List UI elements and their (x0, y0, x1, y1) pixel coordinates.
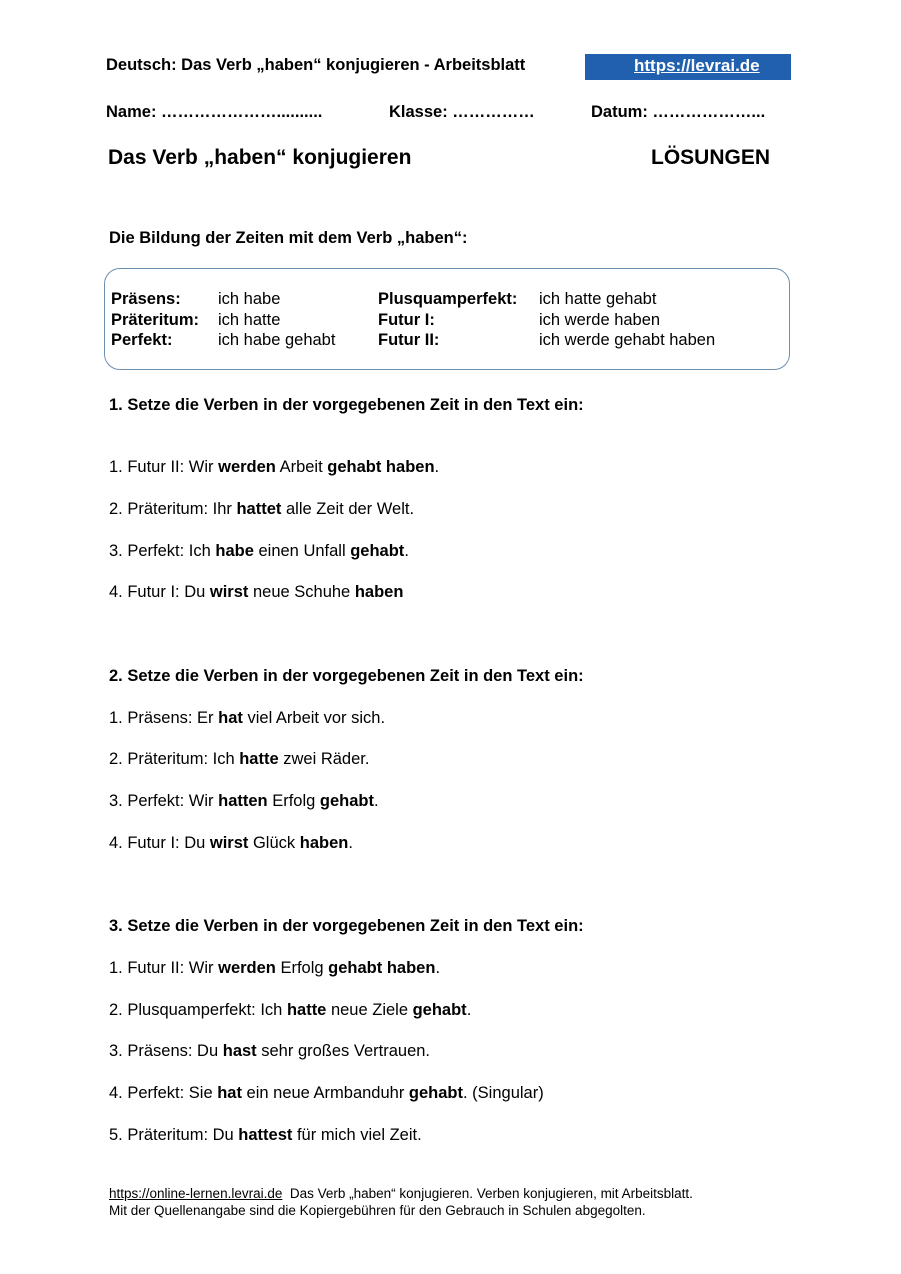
exercise-text: sehr großes Vertrauen. (256, 1042, 431, 1060)
answer-text: habe (215, 542, 254, 560)
tense-row (378, 311, 435, 330)
exercise-text: . (Singular) (463, 1084, 544, 1102)
exercise-text: zwei Räder. (278, 750, 370, 768)
tense-row (111, 311, 199, 330)
answer-text: gehabt haben (328, 959, 436, 977)
exercise-item (109, 709, 385, 728)
exercise-text: alle Zeit der Welt. (281, 500, 415, 518)
answer-text: hast (222, 1042, 257, 1060)
answer-text: werden (218, 458, 276, 476)
answer-text: hattet (236, 500, 282, 518)
datum-field: Datum: ………………... (591, 103, 766, 121)
answer-text: haben (354, 583, 404, 601)
section-heading: 3. Setze die Verben in der vorgegebenen Zeit in den Text ein: (109, 917, 584, 935)
footer-line-2: Mit der Quellenangabe sind die Kopiergebühren für den Gebrauch in Schulen abgegolten. (109, 1203, 646, 1218)
exercise-text: 3. Perfekt: Ich (109, 542, 216, 560)
tense-label: Plusquamperfekt: (378, 290, 518, 308)
exercise-text: neue Ziele (326, 1001, 413, 1019)
exercise-item (109, 500, 414, 519)
tense-form: ich habe (218, 290, 281, 308)
answer-text: hatte (286, 1001, 327, 1019)
exercise-text: . (434, 458, 440, 476)
tense-label: Perfekt: (111, 331, 173, 349)
tense-row (111, 290, 181, 309)
exercise-text: 2. Präteritum: Ich (109, 750, 240, 768)
section-heading: 2. Setze die Verben in der vorgegebenen Zeit in den Text ein: (109, 667, 584, 685)
exercise-text: für mich viel Zeit. (292, 1126, 422, 1144)
exercise-text: neue Schuhe (248, 583, 355, 601)
exercise-item (109, 1001, 471, 1020)
exercise-text: 3. Perfekt: Wir (109, 792, 219, 810)
tense-label: Futur I: (378, 311, 435, 329)
exercise-text: 5. Präteritum: Du (109, 1126, 239, 1144)
answer-text: wirst (209, 583, 249, 601)
exercise-text: 1. Futur II: Wir (109, 458, 219, 476)
tense-form: ich hatte (218, 311, 281, 329)
exercise-text: Erfolg (267, 792, 320, 810)
klasse-field: Klasse: …………… (389, 103, 535, 121)
exercise-item (109, 1084, 544, 1103)
exercise-item (109, 792, 379, 811)
answer-text: gehabt (350, 542, 405, 560)
tenses-subtitle: Die Bildung der Zeiten mit dem Verb „haben“: (109, 229, 468, 247)
answer-text: wirst (209, 834, 249, 852)
answer-text: gehabt (408, 1084, 464, 1102)
answer-text: hat (218, 709, 243, 727)
page-title: Das Verb „haben“ konjugieren (108, 146, 412, 169)
answer-text: hattest (238, 1126, 293, 1144)
footer-line-1-text: Das Verb „haben“ konjugieren. Verben konjugieren, mit Arbeitsblatt. (282, 1186, 693, 1201)
exercise-text: Glück (248, 834, 300, 852)
exercise-text: ein neue Armbanduhr (241, 1084, 409, 1102)
exercise-item (109, 458, 439, 477)
answer-text: gehabt (412, 1001, 467, 1019)
footer-link[interactable]: https://online-lernen.levrai.de (109, 1186, 283, 1201)
tense-form: ich werde gehabt haben (539, 331, 716, 349)
exercise-text: . (373, 792, 379, 810)
answer-text: hatten (218, 792, 268, 810)
exercise-text: 2. Präteritum: Ihr (109, 500, 237, 518)
exercise-text: 1. Präsens: Er (109, 709, 219, 727)
exercise-item (109, 542, 409, 561)
answer-text: hatte (239, 750, 279, 768)
exercise-text: Erfolg (275, 959, 329, 977)
footer-line-1 (109, 1186, 693, 1201)
header-link[interactable]: https://levrai.de (634, 56, 760, 75)
answer-text: gehabt haben (327, 458, 435, 476)
tense-label: Futur II: (378, 331, 440, 349)
answer-text: gehabt (319, 792, 374, 810)
tense-row (378, 290, 517, 309)
exercise-text: einen Unfall (253, 542, 351, 560)
solutions-label: LÖSUNGEN (651, 146, 771, 169)
exercise-item (109, 1042, 430, 1061)
answer-text: hat (217, 1084, 242, 1102)
tense-row (378, 331, 439, 350)
answer-text: werden (218, 959, 276, 977)
exercise-text: . (404, 542, 409, 560)
tense-form: ich werde haben (539, 311, 661, 329)
name-field: Name: ………………….......... (106, 103, 323, 121)
tense-form: ich habe gehabt (218, 331, 336, 349)
tense-label: Präteritum: (111, 311, 200, 329)
exercise-text: . (435, 959, 441, 977)
exercise-item (109, 583, 403, 602)
section-heading: 1. Setze die Verben in der vorgegebenen Zeit in den Text ein: (109, 396, 584, 414)
worksheet-header-title: Deutsch: Das Verb „haben“ konjugieren - Arbeitsblatt (106, 56, 526, 74)
exercise-text: 4. Futur I: Du (109, 834, 210, 852)
answer-text: haben (299, 834, 349, 852)
tenses-box (104, 268, 790, 370)
exercise-text: 3. Präsens: Du (109, 1042, 223, 1060)
exercise-text: 4. Futur I: Du (109, 583, 210, 601)
exercise-text: 4. Perfekt: Sie (109, 1084, 218, 1102)
exercise-text: . (348, 834, 353, 852)
exercise-item (109, 834, 353, 853)
tense-row (111, 331, 172, 350)
exercise-text: . (466, 1001, 472, 1019)
exercise-item (109, 1126, 422, 1145)
exercise-text: Arbeit (275, 458, 328, 476)
exercise-text: 2. Plusquamperfekt: Ich (109, 1001, 287, 1019)
tense-label: Präsens: (111, 290, 181, 308)
exercise-text: viel Arbeit vor sich. (242, 709, 386, 727)
tense-form: ich hatte gehabt (539, 290, 657, 308)
exercise-item (109, 750, 369, 769)
exercise-item (109, 959, 440, 978)
exercise-text: 1. Futur II: Wir (109, 959, 219, 977)
